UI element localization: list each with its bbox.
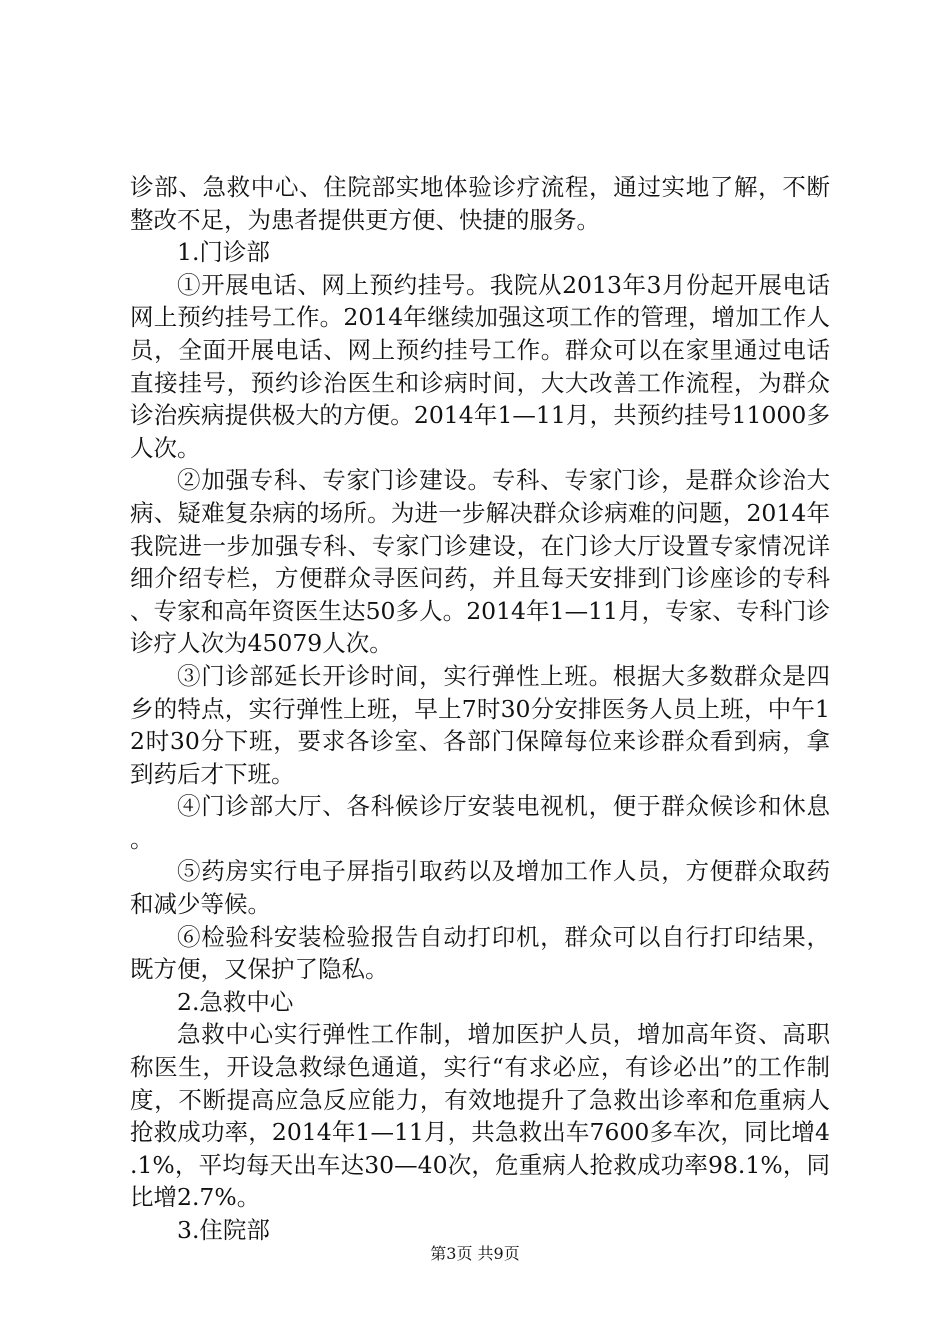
document-body <box>130 171 830 1247</box>
paragraph-continuation: 诊部、急救中心、住院部实地体验诊疗流程，通过实地了解，不断整改不足，为患者提供更方便、快捷的服务。 <box>130 173 830 234</box>
paragraph-online-appointment: ①开展电话、网上预约挂号。我院从2013年3月份起开展电话网上预约挂号工作。2014年继续加强这项工作的管理，增加工作人员，全面开展电话、网上预约挂号工作。群众可以在家里通过电话直接挂号，预约诊治医生和诊病时间，大大改善工作流程，为群众诊治疾病提供极大的方便。2014年1—11月，共预约挂号11000多人次。 <box>130 270 830 462</box>
paragraph-emergency-center: 急救中心实行弹性工作制，增加医护人员，增加高年资、高职称医生，开设急救绿色通道，实行“有求必应，有诊必出”的工作制度，不断提高应急反应能力，有效地提升了急救出诊率和危重病人抢救成功率，2014年1—11月，共急救出车7600多车次，同比增4.1%，平均每天出车达30—40次，危重病人抢救成功率98.1%，同比增2.7%。 <box>130 1020 830 1212</box>
section-heading-inpatient: 3.住院部 <box>177 1216 270 1244</box>
section-heading-emergency: 2.急救中心 <box>177 987 294 1016</box>
paragraph-report-printer: ⑥检验科安装检验报告自动打印机，群众可以自行打印结果，既方便，又保护了隐私。 <box>130 922 830 984</box>
paragraph-waiting-tv: ④门诊部大厅、各科候诊厅安装电视机，便于群众候诊和休息。 <box>130 792 830 853</box>
paragraph-extended-hours: ③门诊部延长开诊时间，实行弹性上班。根据大多数群众是四乡的特点，实行弹性上班，早上7时30分安排医务人员上班，中午12时30分下班，要求各诊室、各部门保障每位来诊群众看到病，拿到药后才下班。 <box>130 661 830 788</box>
section-heading-outpatient: 1.门诊部 <box>177 238 270 267</box>
paragraph-pharmacy-screen: ⑤药房实行电子屏指引取药以及增加工作人员，方便群众取药和减少等候。 <box>130 857 830 919</box>
paragraph-specialist-clinic: ②加强专科、专家门诊建设。专科、专家门诊，是群众诊治大病、疑难复杂病的场所。为进一步解决群众诊病难的问题，2014年我院进一步加强专科、专家门诊建设，在门诊大厅设置专家情况详细介绍专栏，方便群众寻医问药，并且每天安排到门诊座诊的专科、专家和高年资医生达50多人。2014年1—11月，专家、专科门诊诊疗人次为45079人次。 <box>130 466 830 658</box>
page-number-label: 第3页 共9页 <box>430 1244 520 1263</box>
page-footer <box>0 1244 950 1264</box>
